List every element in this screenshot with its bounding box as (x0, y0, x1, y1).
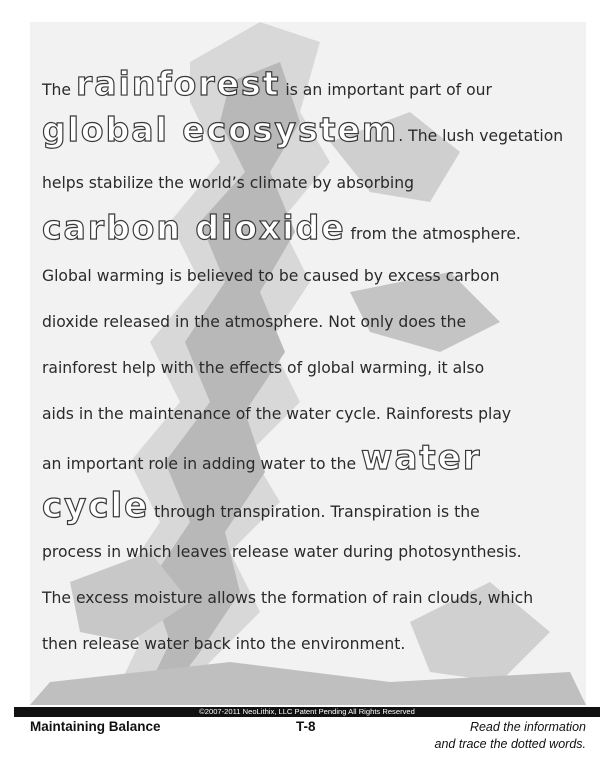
line-text: aids in the maintenance of the water cycle. Rainforests play (42, 405, 512, 423)
line-text: dioxide released in the atmosphere. Not only does the (42, 313, 467, 331)
instruction-line-1: Read the information (469, 720, 586, 734)
passage-line-10 (42, 482, 480, 530)
passage-line-7 (42, 344, 484, 392)
line-text: Global warming is believed to be caused by excess carbon (42, 267, 500, 285)
passage-line-1 (42, 60, 492, 108)
line-text: rainforest help with the effects of global warming, it also (42, 359, 485, 377)
trace-word-water[interactable]: water (361, 438, 482, 478)
passage-line-8 (42, 390, 511, 438)
line-text: helps stabilize the world’s climate by absorbing (42, 174, 415, 192)
line-text: The (42, 81, 76, 99)
passage-line-3 (42, 159, 414, 207)
line-text: is an important part of our (280, 81, 492, 99)
instructions (435, 719, 586, 753)
passage-line-6 (42, 298, 466, 346)
passage-line-12 (42, 574, 533, 622)
line-text: an important role in adding water to the (42, 455, 362, 473)
line-text: process in which leaves release water during photosynthesis. (42, 543, 522, 561)
passage-line-5 (42, 252, 500, 300)
trace-word-global-ecosystem[interactable]: global ecosystem (42, 110, 399, 149)
page-number: T-8 (296, 719, 316, 734)
line-text: through transpiration. Transpiration is the (149, 503, 480, 521)
worksheet-title: Maintaining Balance (30, 719, 161, 734)
line-text: from the atmosphere. (345, 225, 521, 243)
instruction-line-2: and trace the dotted words. (434, 737, 586, 751)
trace-word-cycle[interactable]: cycle (42, 486, 150, 526)
passage-line-4 (42, 204, 521, 252)
copyright-bar: ©2007-2011 NeoLithix, LLC Patent Pending All Rights Reserved (14, 707, 600, 717)
line-text: then release water back into the environment. (42, 635, 406, 653)
trace-word-carbon-dioxide[interactable]: carbon dioxide (42, 208, 346, 247)
line-text: The excess moisture allows the formation of rain clouds, which (42, 589, 534, 607)
passage-line-13 (42, 620, 405, 668)
trace-word-rainforest[interactable]: rainforest (75, 64, 281, 103)
line-text: . The lush vegetation (398, 127, 564, 145)
passage-line-2 (42, 106, 563, 154)
passage-line-9 (42, 434, 481, 482)
passage-line-11 (42, 528, 522, 576)
